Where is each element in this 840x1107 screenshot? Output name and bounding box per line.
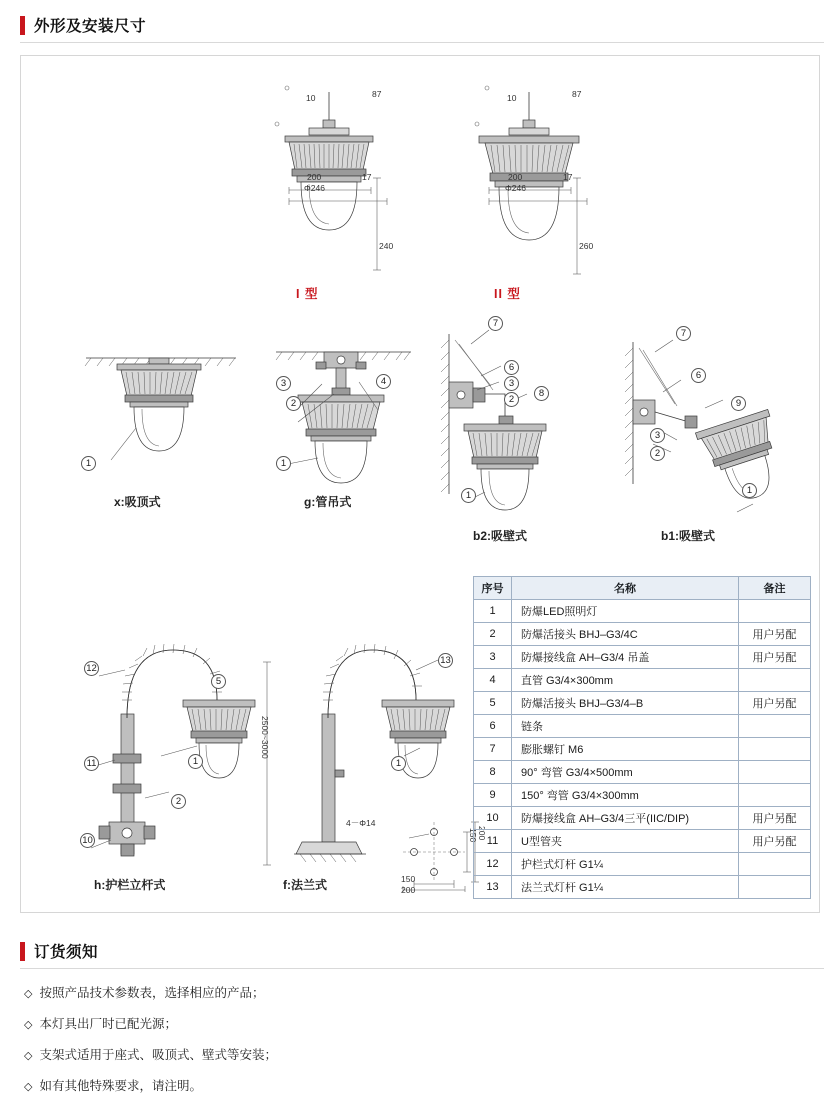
order-title: 订货须知 (34, 944, 99, 961)
table-row (474, 807, 811, 830)
cell-name: 防爆活接头 BHJ–G3/4–B (512, 692, 739, 715)
order-section-header (16, 940, 824, 962)
cell-no: 6 (474, 715, 512, 738)
cell-name: 防爆接线盒 AH–G3/4三平(IIC/DIP) (512, 807, 739, 830)
cell-name: 护栏式灯杆 G1¼ (512, 853, 739, 876)
cell-note (739, 876, 811, 899)
caption-mount-x: x:吸顶式 (114, 495, 161, 509)
dim-flange-150-h: 150 (401, 874, 416, 884)
callout-11-railing: 11 (84, 756, 99, 771)
table-row (474, 600, 811, 623)
diamond-bullet-icon: ◇ (24, 988, 33, 1000)
table-row (474, 715, 811, 738)
note-text: 本灯具出厂时已配光源； (39, 1017, 177, 1031)
cell-note: 用户另配 (739, 807, 811, 830)
figure-mount-wall-b2 (431, 324, 601, 529)
order-divider (20, 968, 824, 969)
dim-type1-10: 10 (306, 93, 316, 103)
callout-3-pipe: 3 (276, 376, 291, 391)
dim-type1-200: 200 (307, 172, 322, 182)
dim-type1-17: 17 (362, 172, 372, 182)
diamond-bullet-icon: ◇ (24, 1081, 33, 1093)
callout-1-pipe: 1 (276, 456, 291, 471)
cell-note: 用户另配 (739, 623, 811, 646)
dim-flange-200-v: 200 (477, 826, 487, 841)
cell-note: 用户另配 (739, 646, 811, 669)
cell-no: 3 (474, 646, 512, 669)
dim-line-type2-260 (569, 174, 585, 278)
type-2-label: II 型 (494, 287, 521, 301)
cell-no: 12 (474, 853, 512, 876)
callout-5-railing: 5 (211, 674, 226, 689)
order-notice-section (16, 940, 824, 1107)
callout-7-b2: 7 (488, 316, 503, 331)
parts-table (473, 576, 811, 899)
note-text: 按照产品技术参数表，选择相应的产品； (39, 986, 265, 1000)
diamond-bullet-icon: ◇ (24, 1019, 33, 1031)
cell-name: 90° 弯管 G3/4×500mm (512, 761, 739, 784)
cell-no: 5 (474, 692, 512, 715)
callout-13-flange: 13 (438, 653, 453, 668)
table-header-row (474, 577, 811, 600)
caption-mount-b2: b2:吸壁式 (473, 529, 528, 543)
caption-mount-h: h:护栏立杆式 (94, 878, 166, 892)
accent-bar-icon (20, 16, 25, 35)
table-row (474, 876, 811, 899)
cell-note (739, 784, 811, 807)
cell-name: 150° 弯管 G3/4×300mm (512, 784, 739, 807)
cell-no: 9 (474, 784, 512, 807)
cell-no: 4 (474, 669, 512, 692)
callout-7-b1: 7 (676, 326, 691, 341)
page-title: 外形及安装尺寸 (34, 18, 147, 35)
callout-10-railing: 10 (80, 833, 95, 848)
note-text: 支架式适用于座式、吸顶式、壁式等安装； (39, 1048, 277, 1062)
accent-bar-icon (20, 942, 25, 961)
figure-mount-pipe (246, 338, 431, 493)
cell-note: 用户另配 (739, 830, 811, 853)
cell-name: 直管 G3/4×300mm (512, 669, 739, 692)
callout-3-b1: 3 (650, 428, 665, 443)
dim-flange-hole: 4－Φ14 (346, 818, 376, 828)
list-item (22, 1045, 824, 1063)
dim-pole-height: 2500~3000 (260, 716, 270, 759)
callout-1-railing: 1 (188, 754, 203, 769)
caption-mount-b1: b1:吸壁式 (661, 529, 716, 543)
cell-name: 防爆LED照明灯 (512, 600, 739, 623)
dim-type2-17: 17 (563, 172, 573, 182)
cell-name: 防爆接线盒 AH–G3/4 吊盖 (512, 646, 739, 669)
table-row (474, 761, 811, 784)
callout-1-b2: 1 (461, 488, 476, 503)
order-notes-list (22, 983, 824, 1094)
dim-line-type1-240 (369, 174, 385, 274)
dim-type1-dia: Φ246 (304, 183, 325, 193)
callout-3-b2: 3 (504, 376, 519, 391)
header-name: 名称 (512, 577, 739, 600)
callout-6-b1: 6 (691, 368, 706, 383)
table-row (474, 738, 811, 761)
callout-6-b2: 6 (504, 360, 519, 375)
caption-mount-f: f:法兰式 (283, 878, 327, 892)
figure-mount-railing (69, 626, 269, 876)
dim-type2-260: 260 (579, 241, 594, 251)
callout-2-b2: 2 (504, 392, 519, 407)
header-divider (20, 42, 824, 43)
dim-type1-87: 87 (372, 89, 382, 99)
cell-note (739, 853, 811, 876)
caption-mount-g: g:管吊式 (304, 495, 352, 509)
cell-note (739, 761, 811, 784)
cell-name: 法兰式灯杆 G1¼ (512, 876, 739, 899)
dim-flange-150-v: 150 (468, 828, 478, 843)
list-item (22, 983, 824, 1001)
note-text: 如有其他特殊要求，请注明。 (39, 1079, 202, 1093)
callout-2-pipe: 2 (286, 396, 301, 411)
callout-2-railing: 2 (171, 794, 186, 809)
table-row (474, 853, 811, 876)
callout-4-pipe: 4 (376, 374, 391, 389)
figure-mount-wall-b1 (619, 334, 799, 529)
cell-note: 用户另配 (739, 692, 811, 715)
cell-note (739, 715, 811, 738)
cell-no: 1 (474, 600, 512, 623)
drawing-frame (20, 55, 820, 913)
dim-flange-200-h: 200 (401, 885, 416, 895)
header-no: 序号 (474, 577, 512, 600)
cell-no: 2 (474, 623, 512, 646)
header-note: 备注 (739, 577, 811, 600)
cell-name: 链条 (512, 715, 739, 738)
cell-name: U型管夹 (512, 830, 739, 853)
cell-name: 防爆活接头 BHJ–G3/4C (512, 623, 739, 646)
dim-type1-240: 240 (379, 241, 394, 251)
type-1-label: I 型 (296, 287, 319, 301)
figure-mount-ceiling (81, 348, 241, 493)
dim-pole-height-line (258, 656, 274, 871)
cell-note (739, 600, 811, 623)
callout-2-b1: 2 (650, 446, 665, 461)
list-item (22, 1076, 824, 1094)
table-row (474, 623, 811, 646)
dim-type2-10: 10 (507, 93, 517, 103)
dim-type2-87: 87 (572, 89, 582, 99)
callout-8-b2: 8 (534, 386, 549, 401)
table-row (474, 669, 811, 692)
dim-type2-dia: Φ246 (505, 183, 526, 193)
list-item (22, 1014, 824, 1032)
cell-note (739, 738, 811, 761)
cell-no: 10 (474, 807, 512, 830)
table-row (474, 646, 811, 669)
callout-1-ceiling: 1 (81, 456, 96, 471)
callout-9-b1: 9 (731, 396, 746, 411)
table-row (474, 830, 811, 853)
callout-1-b1: 1 (742, 483, 757, 498)
dimensions-section-header (16, 0, 824, 36)
cell-no: 13 (474, 876, 512, 899)
callout-12-railing: 12 (84, 661, 99, 676)
cell-no: 7 (474, 738, 512, 761)
cell-name: 膨胀螺钉 M6 (512, 738, 739, 761)
cell-no: 11 (474, 830, 512, 853)
dim-type2-200: 200 (508, 172, 523, 182)
callout-1-flange: 1 (391, 756, 406, 771)
cell-note (739, 669, 811, 692)
cell-no: 8 (474, 761, 512, 784)
diamond-bullet-icon: ◇ (24, 1050, 33, 1062)
table-row (474, 784, 811, 807)
table-row (474, 692, 811, 715)
